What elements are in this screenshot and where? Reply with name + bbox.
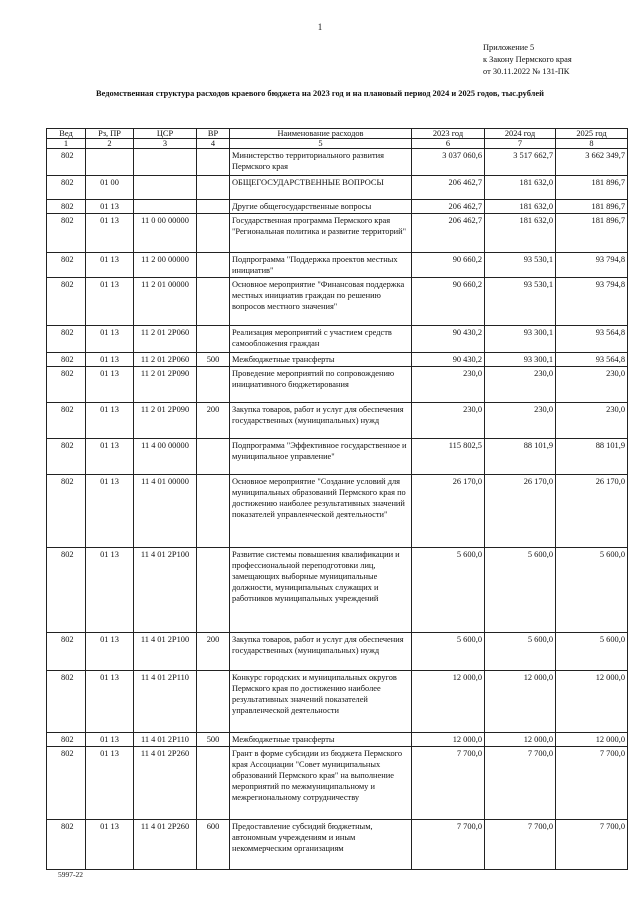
- document-title: Ведомственная структура расходов краевого бюджета на 2023 год и на плановый период 2024 и 2025 годов, тыс.рублей: [96, 89, 544, 98]
- cell-csr: [134, 176, 197, 200]
- cell-name: Проведение мероприятий по сопровождению инициативного бюджетирования: [230, 367, 412, 403]
- cell-amount-2023: 90 430,2: [412, 353, 485, 367]
- table-row: [47, 326, 628, 353]
- cell-amount-2025: 93 564,8: [556, 353, 628, 367]
- cell-amount-2024: 88 101,9: [485, 439, 556, 475]
- column-number: 1: [47, 139, 86, 149]
- cell-ved: 802: [47, 548, 86, 633]
- cell-amount-2024: 12 000,0: [485, 671, 556, 733]
- cell-amount-2024: 230,0: [485, 403, 556, 439]
- cell-csr: 11 4 01 2P260: [134, 747, 197, 820]
- cell-rz-pr: 01 13: [86, 253, 134, 278]
- cell-vr: [197, 548, 230, 633]
- cell-name: Реализация мероприятий с участием средств самообложения граждан: [230, 326, 412, 353]
- header-ved: Вед: [47, 129, 86, 139]
- cell-ved: 802: [47, 367, 86, 403]
- cell-amount-2025: 93 794,8: [556, 278, 628, 326]
- column-number: 3: [134, 139, 197, 149]
- cell-csr: 11 2 01 2P090: [134, 403, 197, 439]
- cell-amount-2024: 93 530,1: [485, 278, 556, 326]
- cell-amount-2024: 93 300,1: [485, 326, 556, 353]
- header-rz-pr: Рз, ПР: [86, 129, 134, 139]
- law-name: к Закону Пермского края: [483, 55, 572, 64]
- cell-ved: 802: [47, 747, 86, 820]
- cell-name: Основное мероприятие "Финансовая поддержка местных инициатив граждан по решению вопросов местного значения": [230, 278, 412, 326]
- cell-rz-pr: 01 13: [86, 633, 134, 671]
- cell-amount-2023: 90 660,2: [412, 278, 485, 326]
- cell-amount-2025: 181 896,7: [556, 200, 628, 214]
- header-name: Наименование расходов: [230, 129, 412, 139]
- table-row: [47, 671, 628, 733]
- cell-rz-pr: 01 13: [86, 548, 134, 633]
- cell-rz-pr: 01 13: [86, 747, 134, 820]
- cell-amount-2025: 181 896,7: [556, 176, 628, 200]
- cell-ved: 802: [47, 149, 86, 176]
- budget-table-body: [47, 149, 628, 870]
- cell-amount-2023: 230,0: [412, 367, 485, 403]
- cell-amount-2025: 93 564,8: [556, 326, 628, 353]
- cell-rz-pr: 01 13: [86, 353, 134, 367]
- cell-vr: 500: [197, 733, 230, 747]
- cell-name: Развитие системы повышения квалификации и профессиональной переподготовки лиц, замещающих выборные муниципальные должности, муниципальных служащих и работников муниципальных учреждений: [230, 548, 412, 633]
- cell-ved: 802: [47, 253, 86, 278]
- column-number: 5: [230, 139, 412, 149]
- cell-amount-2024: 93 530,1: [485, 253, 556, 278]
- cell-name: Другие общегосударственные вопросы: [230, 200, 412, 214]
- cell-amount-2025: 5 600,0: [556, 548, 628, 633]
- cell-ved: 802: [47, 176, 86, 200]
- cell-amount-2024: 12 000,0: [485, 733, 556, 747]
- cell-amount-2025: 12 000,0: [556, 733, 628, 747]
- cell-amount-2023: 12 000,0: [412, 671, 485, 733]
- cell-amount-2023: 90 430,2: [412, 326, 485, 353]
- cell-amount-2024: 93 300,1: [485, 353, 556, 367]
- cell-ved: 802: [47, 820, 86, 870]
- cell-rz-pr: 01 13: [86, 214, 134, 253]
- cell-csr: 11 4 01 2P110: [134, 671, 197, 733]
- table-row: [47, 214, 628, 253]
- table-row: [47, 439, 628, 475]
- cell-csr: 11 2 01 00000: [134, 278, 197, 326]
- cell-ved: 802: [47, 403, 86, 439]
- cell-amount-2025: 230,0: [556, 367, 628, 403]
- table-row: [47, 820, 628, 870]
- cell-name: Закупка товаров, работ и услуг для обеспечения государственных (муниципальных) нужд: [230, 403, 412, 439]
- cell-rz-pr: 01 13: [86, 278, 134, 326]
- cell-csr: 11 4 01 2P260: [134, 820, 197, 870]
- cell-name: Основное мероприятие "Создание условий для муниципальных образований Пермского края по достижению наиболее результативных значений показателей управленческой деятельности": [230, 475, 412, 548]
- cell-csr: [134, 149, 197, 176]
- cell-name: Государственная программа Пермского края "Региональная политика и развитие территорий": [230, 214, 412, 253]
- cell-name: Подпрограмма "Эффективное государственное и муниципальное управление": [230, 439, 412, 475]
- law-reference-header: [483, 42, 572, 78]
- cell-amount-2024: 181 632,0: [485, 200, 556, 214]
- header-2023: 2023 год: [412, 129, 485, 139]
- column-number: 7: [485, 139, 556, 149]
- cell-csr: [134, 200, 197, 214]
- cell-ved: 802: [47, 633, 86, 671]
- cell-ved: 802: [47, 278, 86, 326]
- cell-vr: 500: [197, 353, 230, 367]
- cell-name: Грант в форме субсидии из бюджета Пермского края Ассоциации "Совет муниципальных образований Пермского края" на выполнение мероприятий по межмуниципальному и межрегиональному сотрудничеству: [230, 747, 412, 820]
- cell-rz-pr: 01 13: [86, 439, 134, 475]
- table-row: [47, 176, 628, 200]
- cell-vr: [197, 439, 230, 475]
- header-csr: ЦСР: [134, 129, 197, 139]
- cell-amount-2025: 26 170,0: [556, 475, 628, 548]
- column-number: 8: [556, 139, 628, 149]
- cell-amount-2024: 5 600,0: [485, 633, 556, 671]
- cell-vr: 600: [197, 820, 230, 870]
- cell-rz-pr: 01 13: [86, 671, 134, 733]
- cell-name: Министерство территориального развития Пермского края: [230, 149, 412, 176]
- cell-csr: 11 4 01 2P110: [134, 733, 197, 747]
- cell-amount-2023: 7 700,0: [412, 820, 485, 870]
- budget-structure-table: [46, 128, 628, 870]
- cell-name: Закупка товаров, работ и услуг для обеспечения государственных (муниципальных) нужд: [230, 633, 412, 671]
- cell-amount-2023: 5 600,0: [412, 548, 485, 633]
- header-vr: ВР: [197, 129, 230, 139]
- cell-csr: 11 2 01 2P060: [134, 326, 197, 353]
- cell-ved: 802: [47, 326, 86, 353]
- cell-amount-2025: 230,0: [556, 403, 628, 439]
- cell-rz-pr: 01 13: [86, 733, 134, 747]
- cell-rz-pr: [86, 149, 134, 176]
- cell-ved: 802: [47, 200, 86, 214]
- cell-amount-2025: 181 896,7: [556, 214, 628, 253]
- cell-name: Межбюджетные трансферты: [230, 733, 412, 747]
- cell-amount-2023: 206 462,7: [412, 214, 485, 253]
- cell-amount-2024: 7 700,0: [485, 747, 556, 820]
- cell-amount-2024: 181 632,0: [485, 176, 556, 200]
- cell-rz-pr: 01 13: [86, 367, 134, 403]
- table-row: [47, 353, 628, 367]
- cell-amount-2023: 230,0: [412, 403, 485, 439]
- table-row: [47, 253, 628, 278]
- cell-vr: [197, 747, 230, 820]
- cell-amount-2023: 3 037 060,6: [412, 149, 485, 176]
- cell-vr: [197, 278, 230, 326]
- cell-amount-2025: 7 700,0: [556, 747, 628, 820]
- cell-amount-2024: 7 700,0: [485, 820, 556, 870]
- table-row: [47, 403, 628, 439]
- cell-vr: 200: [197, 403, 230, 439]
- cell-amount-2024: 230,0: [485, 367, 556, 403]
- table-row: [47, 149, 628, 176]
- header-2024: 2024 год: [485, 129, 556, 139]
- cell-amount-2024: 3 517 662,7: [485, 149, 556, 176]
- cell-amount-2024: 181 632,0: [485, 214, 556, 253]
- page-number: 1: [317, 22, 323, 32]
- cell-amount-2024: 26 170,0: [485, 475, 556, 548]
- cell-csr: 11 2 01 2P060: [134, 353, 197, 367]
- cell-csr: 11 4 01 2P100: [134, 633, 197, 671]
- table-row: [47, 475, 628, 548]
- table-row: [47, 747, 628, 820]
- cell-ved: 802: [47, 439, 86, 475]
- cell-csr: 11 4 01 2P100: [134, 548, 197, 633]
- cell-rz-pr: 01 13: [86, 475, 134, 548]
- footer-document-code: 5997-22: [58, 870, 83, 879]
- table-row: [47, 200, 628, 214]
- cell-vr: [197, 671, 230, 733]
- cell-amount-2023: 7 700,0: [412, 747, 485, 820]
- cell-amount-2023: 5 600,0: [412, 633, 485, 671]
- cell-vr: [197, 367, 230, 403]
- cell-amount-2025: 3 662 349,7: [556, 149, 628, 176]
- column-number-row: [47, 139, 628, 149]
- cell-name: Конкурс городских и муниципальных округов Пермского края по достижению наиболее результативных значений показателей управленческой деятельности: [230, 671, 412, 733]
- cell-amount-2023: 90 660,2: [412, 253, 485, 278]
- column-header-row: [47, 129, 628, 139]
- table-row: [47, 633, 628, 671]
- cell-ved: 802: [47, 733, 86, 747]
- cell-name: Подпрограмма "Поддержка проектов местных инициатив": [230, 253, 412, 278]
- cell-amount-2025: 12 000,0: [556, 671, 628, 733]
- cell-rz-pr: 01 13: [86, 326, 134, 353]
- cell-vr: 200: [197, 633, 230, 671]
- cell-csr: 11 4 00 00000: [134, 439, 197, 475]
- cell-amount-2023: 115 802,5: [412, 439, 485, 475]
- table-row: [47, 733, 628, 747]
- cell-csr: 11 2 00 00000: [134, 253, 197, 278]
- cell-vr: [197, 200, 230, 214]
- cell-csr: 11 0 00 00000: [134, 214, 197, 253]
- cell-vr: [197, 149, 230, 176]
- cell-vr: [197, 176, 230, 200]
- cell-ved: 802: [47, 671, 86, 733]
- cell-vr: [197, 475, 230, 548]
- cell-rz-pr: 01 13: [86, 820, 134, 870]
- cell-ved: 802: [47, 214, 86, 253]
- column-number: 2: [86, 139, 134, 149]
- cell-vr: [197, 326, 230, 353]
- cell-amount-2024: 5 600,0: [485, 548, 556, 633]
- law-date-number: от 30.11.2022 № 131-ПК: [483, 67, 570, 76]
- cell-amount-2025: 7 700,0: [556, 820, 628, 870]
- header-2025: 2025 год: [556, 129, 628, 139]
- cell-amount-2023: 206 462,7: [412, 200, 485, 214]
- cell-rz-pr: 01 00: [86, 176, 134, 200]
- cell-name: Предоставление субсидий бюджетным, автономным учреждениям и иным некоммерческим организациям: [230, 820, 412, 870]
- cell-rz-pr: 01 13: [86, 200, 134, 214]
- cell-amount-2023: 206 462,7: [412, 176, 485, 200]
- cell-rz-pr: 01 13: [86, 403, 134, 439]
- appendix-label: Приложение 5: [483, 43, 535, 52]
- table-row: [47, 367, 628, 403]
- cell-csr: 11 4 01 00000: [134, 475, 197, 548]
- cell-amount-2025: 93 794,8: [556, 253, 628, 278]
- cell-amount-2025: 88 101,9: [556, 439, 628, 475]
- cell-vr: [197, 253, 230, 278]
- cell-amount-2025: 5 600,0: [556, 633, 628, 671]
- cell-ved: 802: [47, 353, 86, 367]
- cell-vr: [197, 214, 230, 253]
- cell-amount-2023: 26 170,0: [412, 475, 485, 548]
- cell-csr: 11 2 01 2P090: [134, 367, 197, 403]
- cell-name: Межбюджетные трансферты: [230, 353, 412, 367]
- column-number: 4: [197, 139, 230, 149]
- column-number: 6: [412, 139, 485, 149]
- cell-name: ОБЩЕГОСУДАРСТВЕННЫЕ ВОПРОСЫ: [230, 176, 412, 200]
- cell-amount-2023: 12 000,0: [412, 733, 485, 747]
- table-row: [47, 548, 628, 633]
- table-row: [47, 278, 628, 326]
- cell-ved: 802: [47, 475, 86, 548]
